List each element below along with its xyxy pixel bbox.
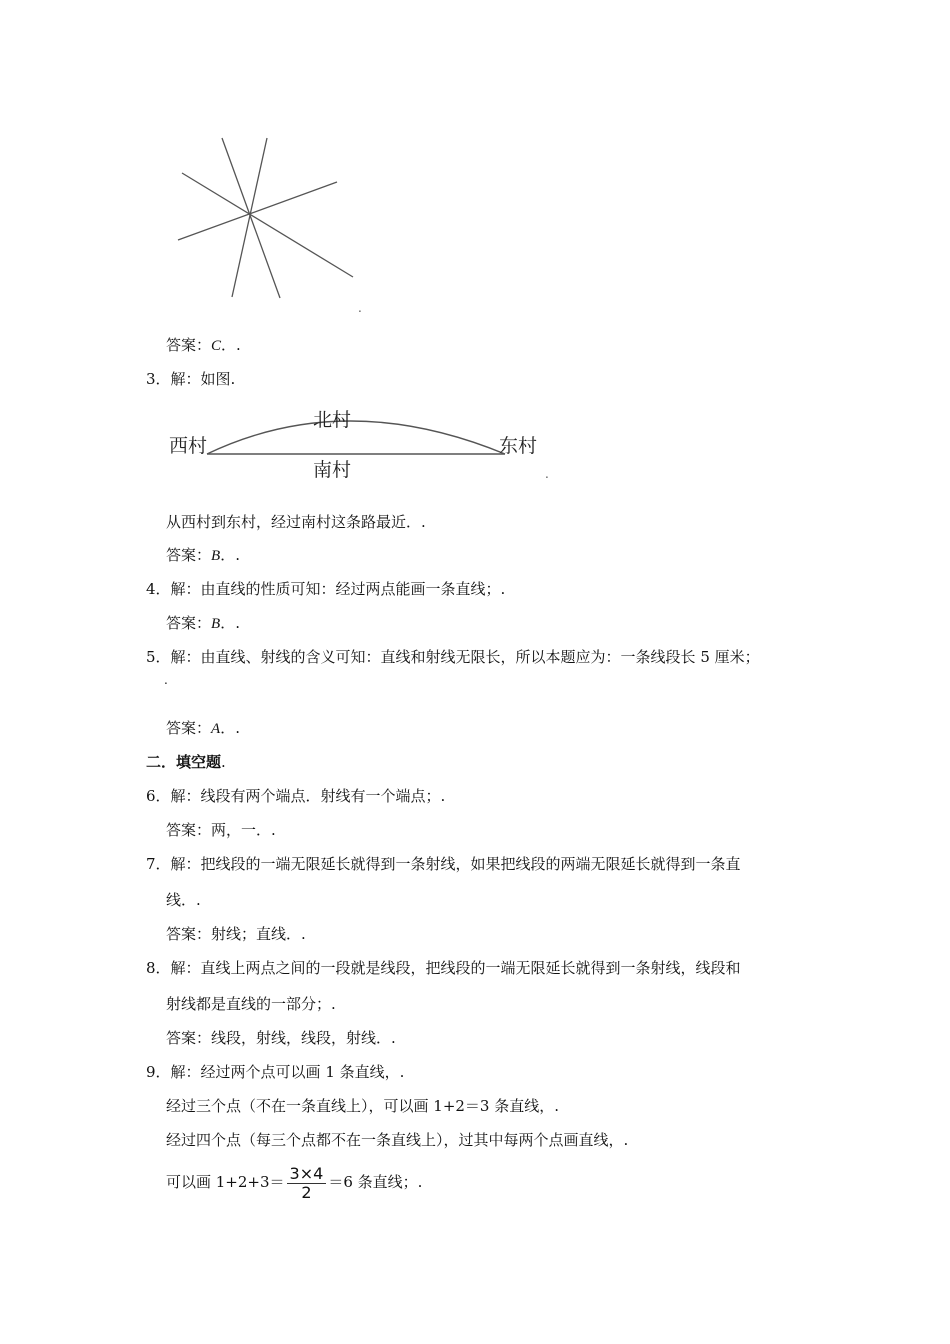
- question-text: 解：如图.: [170, 370, 236, 388]
- answer-value: B: [211, 548, 221, 564]
- question-text: 解：由直线、射线的含义可知：直线和射线无限长，所以本题应为：一条线段长 5 厘米；: [170, 648, 760, 666]
- section-title-text: 二．填空题: [146, 753, 222, 771]
- answer-value: A: [211, 721, 221, 737]
- question-text: 解：经过两个点可以画 1 条直线，.: [170, 1063, 405, 1081]
- section-title-dot: .: [221, 753, 226, 771]
- figure-line: [232, 138, 267, 297]
- answer-value: C: [211, 338, 222, 354]
- question-text: 解：由直线的性质可知：经过两点能画一条直线；.: [170, 580, 506, 598]
- answer-label: 答案：: [166, 336, 212, 354]
- q6-question: [146, 786, 445, 806]
- q9-question: [146, 1062, 404, 1082]
- q5-dot: .: [164, 673, 168, 687]
- question-number: 3．: [146, 370, 171, 388]
- q3-conclusion: 从西村到东村，经过南村这条路最近．.: [166, 513, 426, 531]
- q7-answer: 答案：射线；直线．.: [166, 925, 306, 943]
- fraction: [287, 1165, 327, 1202]
- village-map-figure: [165, 400, 565, 485]
- q2-answer: [166, 335, 241, 356]
- question-text: 解：把线段的一端无限延长就得到一条射线，如果把线段的两端无限延长就得到一条直: [170, 855, 741, 873]
- q8-question-cont: 射线都是直线的一部分；.: [166, 995, 336, 1013]
- formula-suffix: ＝6 条直线；.: [328, 1173, 423, 1191]
- question-text: 解：线段有两个端点．射线有一个端点；.: [170, 787, 446, 805]
- q9-line3: 经过四个点（每三个点都不在一条直线上），过其中每两个点画直线，.: [166, 1131, 629, 1149]
- q5-answer: [166, 718, 240, 739]
- q4-question: [146, 579, 505, 599]
- answer-tail: ．.: [220, 719, 240, 737]
- figure-dot: .: [358, 301, 362, 315]
- q7-question-cont: 线．.: [166, 891, 201, 909]
- south-village-label: 南村: [313, 459, 352, 481]
- figure-dot: .: [545, 467, 549, 481]
- figure-line: [182, 173, 353, 277]
- q5-question: [146, 647, 760, 667]
- q9-line4: [166, 1160, 422, 1204]
- question-number: 8．: [146, 959, 171, 977]
- figure-line: [178, 182, 337, 240]
- lines-through-point-figure: [170, 130, 370, 320]
- answer-label: 答案：: [166, 546, 212, 564]
- fraction-numerator: 3×4: [287, 1165, 327, 1184]
- figure-line: [222, 138, 280, 298]
- q3-answer: [166, 545, 240, 566]
- answer-tail: ．.: [221, 336, 241, 354]
- answer-tail: ．.: [220, 546, 240, 564]
- q7-question: [146, 854, 741, 874]
- q4-answer: [166, 613, 240, 634]
- q3-question: [146, 369, 235, 389]
- question-text: 解：直线上两点之间的一段就是线段，把线段的一端无限延长就得到一条射线，线段和: [170, 959, 741, 977]
- east-village-label: 东村: [499, 435, 538, 457]
- fraction-denominator: 2: [301, 1182, 312, 1202]
- section-title: [146, 752, 226, 772]
- answer-label: 答案：: [166, 614, 212, 632]
- question-number: 7．: [146, 855, 171, 873]
- answer-value: B: [211, 616, 221, 632]
- answer-label: 答案：: [166, 719, 212, 737]
- question-number: 6．: [146, 787, 171, 805]
- north-road-arc: [207, 421, 505, 454]
- q8-answer: 答案：线段，射线，线段，射线．.: [166, 1029, 396, 1047]
- question-number: 5．: [146, 648, 171, 666]
- north-village-label: 北村: [313, 409, 352, 431]
- question-number: 4．: [146, 580, 171, 598]
- answer-tail: ．.: [220, 614, 240, 632]
- q8-question: [146, 958, 741, 978]
- q6-answer: 答案：两，一．.: [166, 821, 276, 839]
- formula-prefix: 可以画 1+2+3＝: [166, 1173, 285, 1191]
- west-village-label: 西村: [169, 435, 208, 457]
- q9-line2: 经过三个点（不在一条直线上），可以画 1+2＝3 条直线，.: [166, 1097, 560, 1115]
- question-number: 9．: [146, 1063, 171, 1081]
